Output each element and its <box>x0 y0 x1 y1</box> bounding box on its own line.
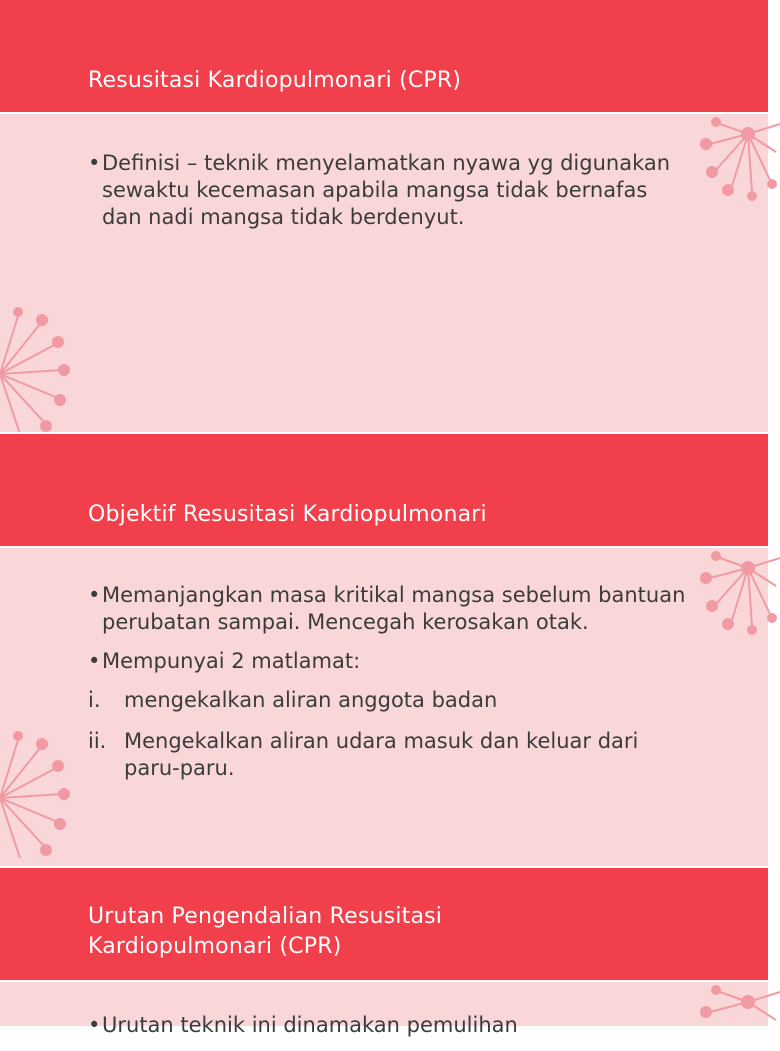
numbered-marker: ii. <box>88 729 107 753</box>
slide-3-body <box>0 980 768 1037</box>
dandelion-decoration-icon <box>0 728 80 868</box>
slide-2-title: Objektif Resusitasi Kardiopulmonari <box>88 502 487 527</box>
slide-1-bullet: • Definisi – teknik menyelamatkan nyawa yg digunakan sewaktu kecemasan apabila mangsa tidak bernafas dan nadi mangsa tidak berdenyut. <box>88 150 688 231</box>
slide-2-title-band <box>0 434 768 546</box>
numbered-text: mengekalkan aliran anggota badan <box>124 688 498 712</box>
slide-1 <box>0 0 768 432</box>
slide-2 <box>0 434 768 866</box>
dandelion-decoration-icon <box>680 982 780 1026</box>
slide-2-bullet: • Memanjangkan masa kritikal mangsa sebelum bantuan perubatan sampai. Mencegah kerosakan otak. <box>88 582 688 636</box>
slide-3 <box>0 868 768 1037</box>
dandelion-decoration-icon <box>680 114 780 224</box>
slide-1-bullet-list <box>88 150 688 243</box>
slide-1-title: Resusitasi Kardiopulmonari (CPR) <box>88 68 462 93</box>
slide-2-bullet: • Mempunyai 2 matlamat: <box>88 648 688 675</box>
dandelion-decoration-icon <box>0 304 80 444</box>
slide-2-body <box>0 546 768 868</box>
slide-1-title-band <box>0 0 768 112</box>
slide-1-body <box>0 112 768 434</box>
slide-3-bullet-list <box>88 1012 688 1051</box>
slide-3-title-line-2: Kardiopulmonari (CPR) <box>88 934 342 959</box>
slide-3-bullet: • Urutan teknik ini dinamakan pemulihan <box>88 1012 688 1039</box>
slide-2-numbered-item <box>88 728 688 782</box>
slide-3-title-band <box>0 868 768 980</box>
slide-2-numbered-item <box>88 687 688 714</box>
numbered-marker: i. <box>88 688 101 712</box>
slide-3-title-line-1: Urutan Pengendalian Resusitasi <box>88 904 443 929</box>
numbered-text: Mengekalkan aliran udara masuk dan keluar dari paru-paru. <box>124 729 639 780</box>
dandelion-decoration-icon <box>680 548 780 658</box>
slide-2-bullet-list <box>88 582 688 796</box>
